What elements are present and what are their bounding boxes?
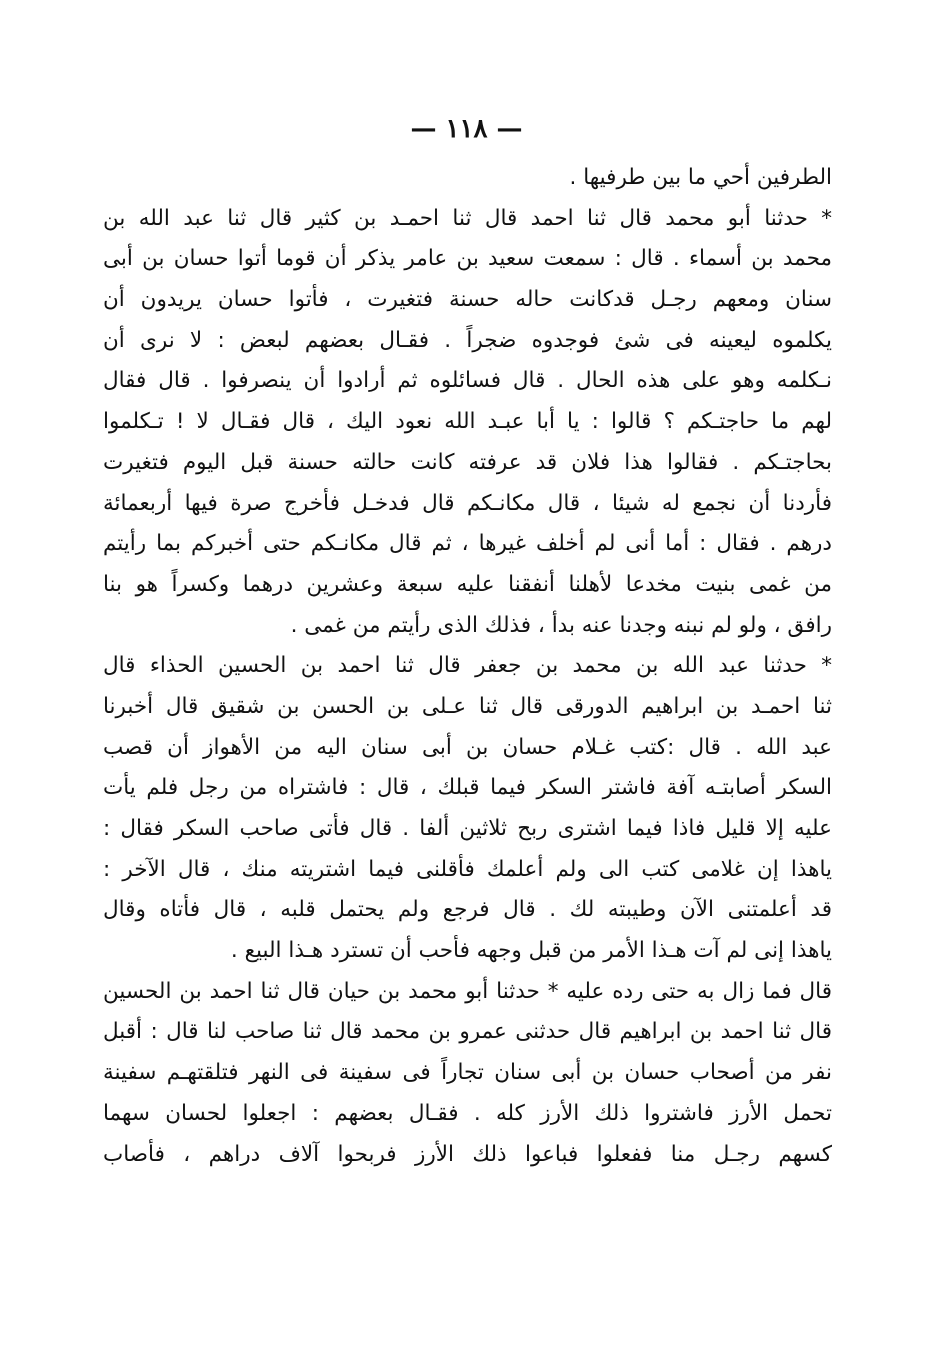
text-line: * حدثنا عبد الله بن محمد بن جعفر قال ثنا احمد بن الحسين الحذاء قال	[103, 653, 832, 679]
text-line: محمد بن أسماء . قال : سمعت سعيد بن عامر يذكر أن قوما أتوا حسان بن أبى	[103, 246, 832, 272]
page-number: — ١١٨ —	[410, 114, 523, 144]
text-line: قال ثنا احمد بن ابراهيم قال حدثنى عمرو بن محمد قال ثنا صاحب لنا قال : أقبل	[103, 1019, 832, 1045]
text-line: درهم . فقال : أما أنى لم أخلف غيرها ، ثم قال مكانـكم حتى أخبركم بما رأيتم	[103, 531, 832, 557]
text-line: عبد الله . قال :كتب غـلام حسان بن أبى سنان اليه من الأهواز أن قصب	[103, 734, 832, 760]
body-text	[103, 158, 832, 1175]
text-line: نفر من أصحاب حسان بن أبى سنان تجاراً فى سفينة فى النهر فتلقتهـم سفينة	[103, 1060, 832, 1086]
text-line: كسهم رجـل منا ففعلوا فباعوا ذلك الأرز فربحوا آلاف دراهم ، فأصاب	[103, 1141, 832, 1167]
text-line: من غمى بنيت مخدعا لأهلنا أنفقنا عليه سبعة وعشرين درهما وكسراً هو بنا	[103, 571, 832, 597]
text-line: عليه إلا قليل فاذا فيما اشترى ربح ثلاثين ألفا . قال فأتى صاحب السكر فقال :	[103, 816, 832, 841]
text-line: فأردنا أن نجمع له شيئا ، قال مكانـكم قال فدخـل فأخرج صرة فيها أربعمائة	[103, 490, 832, 516]
text-line: قد أعلمتنى الآن وطيبته لك . قال فرجع ولم يحتمل قلبه ، قال فأتاه وقال	[103, 897, 832, 923]
text-line: يكلموه ليعينه فى شئ فوجدوه ضجراً . فقـال بعضهم لبعض : لا نرى أن	[103, 327, 832, 353]
text-line: سنان ومعهم رجـل قدكانت حاله حسنة فتغيرت ، فأتوا حسان يريدون أن	[103, 287, 832, 313]
text-line: * حدثنا أبو محمد قال ثنا احمد قال ثنا احمـد بن كثير قال ثنا عبد الله بن	[103, 205, 832, 231]
text-line: ياهذا إنى لم آت هـذا الأمر من قبل وجهه فأحب أن تسترد هـذا البيع .	[230, 938, 832, 964]
text-line: بحاجتـكم . فقالوا هذا فلان قد عرفته كانت حالته حسنة قبل اليوم فتغيرت	[103, 449, 832, 475]
text-line: السكر أصابتـه آفة فاشتر السكر فيما قبلك ، قال : فاشتراه من رجل فلم يأت	[103, 775, 832, 801]
text-line: تحمل الأرز فاشتروا ذلك الأرز كله . فقـال بعضهم : اجعلوا لحسان سهما	[103, 1100, 832, 1126]
text-line: ثنا احمـد بن ابراهيم الدورقى قال ثنا عـلى بن الحسن بن شقيق قال أخبرنا	[103, 693, 832, 719]
text-line: لهم ما حاجتـكم ؟ قالوا : يا أبا عبـد الله نعود اليك ، قال فقـال لا ! تـكلموا	[103, 409, 832, 435]
text-line: نـكلمه وهو على هذه الحال . قال فسائلوه ثم أرادوا أن ينصرفوا . قال فقال	[103, 368, 832, 394]
text-line: قال فما زال به حتى رده عليه * حدثنا أبو محمد بن حيان قال ثنا احمد بن الحسين	[103, 978, 832, 1004]
text-line: الطرفين أحي ما بين طرفيها .	[569, 165, 832, 190]
text-line: رافق ، ولو لم نبنه وجدنا عنه بدأ ، فذلك الذى رأيتم من غمى .	[290, 612, 832, 638]
text-line: ياهذا إن غلامى كتب الى ولم أعلمك فأقلنى فيما اشتريته منك ، قال الآخر :	[103, 856, 832, 882]
